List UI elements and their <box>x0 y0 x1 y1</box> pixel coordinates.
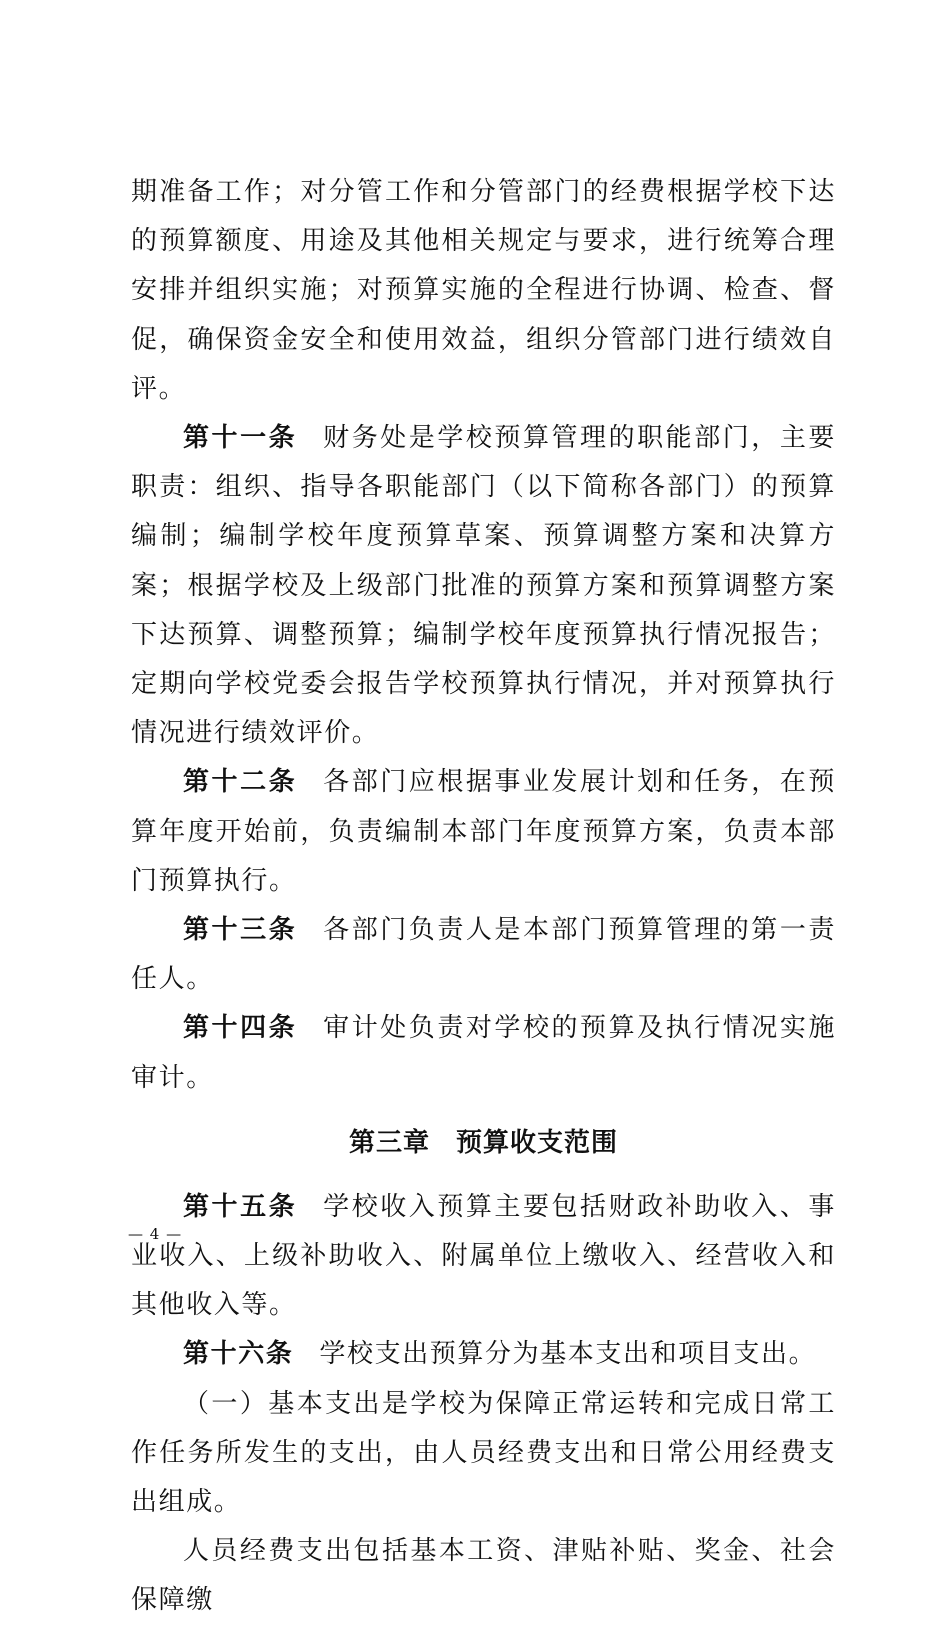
paragraph-continued <box>131 168 836 414</box>
article-label: 第十一条 <box>183 423 298 454</box>
chapter-heading <box>131 1123 836 1163</box>
article-text: 各部门应根据事业发展计划和任务，在预算年度开始前，负责编制本部门年度预算方案，负责本部门预算执行。 <box>131 767 836 896</box>
article-label: 第十五条 <box>183 1191 298 1222</box>
article-text: 学校支出预算分为基本支出和项目支出。 <box>319 1339 817 1370</box>
paragraph-personnel <box>131 1527 836 1625</box>
article-12 <box>131 758 836 906</box>
article-11 <box>131 414 836 758</box>
article-text: 审计处负责对学校的预算及执行情况实施审计。 <box>131 1013 836 1093</box>
paragraph-text: 期准备工作；对分管工作和分管部门的经费根据学校下达的预算额度、用途及其他相关规定与要求，进行统筹合理安排并组织实施；对预算实施的全程进行协调、检查、督促，确保资金安全和使用效益，组织分管部门进行绩效自评。 <box>131 177 836 404</box>
paragraph-text: 人员经费支出包括基本工资、津贴补贴、奖金、社会保障缴 <box>131 1536 836 1616</box>
chapter-title: 预算收支范围 <box>456 1127 619 1158</box>
article-label: 第十三条 <box>183 915 298 946</box>
article-label: 第十四条 <box>183 1013 298 1044</box>
document-body <box>131 168 836 1626</box>
article-text: 财务处是学校预算管理的职能部门，主要职责：组织、指导各职能部门（以下简称各部门）的预算编制；编制学校年度预算草案、预算调整方案和决算方案；根据学校及上级部门批准的预算方案和预算调整方案下达预算、调整预算；编制学校年度预算执行情况报告；定期向学校党委会报告学校预算执行情况，并对预算执行情况进行绩效评价。 <box>131 423 836 749</box>
article-text: 学校收入预算主要包括财政补助收入、事业收入、上级补助收入、附属单位上缴收入、经营收入和其他收入等。 <box>131 1191 836 1321</box>
article-14 <box>131 1004 836 1102</box>
article-16 <box>131 1330 836 1379</box>
paragraph-text: （一）基本支出是学校为保障正常运转和完成日常工作任务所发生的支出，由人员经费支出和日常公用经费支出组成。 <box>131 1388 836 1518</box>
article-text: 各部门负责人是本部门预算管理的第一责任人。 <box>131 915 836 995</box>
article-label: 第十六条 <box>183 1339 294 1370</box>
page-number: — 4 — <box>128 1225 183 1243</box>
sub-item-1 <box>131 1380 836 1528</box>
chapter-number: 第三章 <box>348 1127 430 1158</box>
article-label: 第十二条 <box>183 767 298 798</box>
article-13 <box>131 906 836 1004</box>
article-15 <box>131 1183 836 1331</box>
